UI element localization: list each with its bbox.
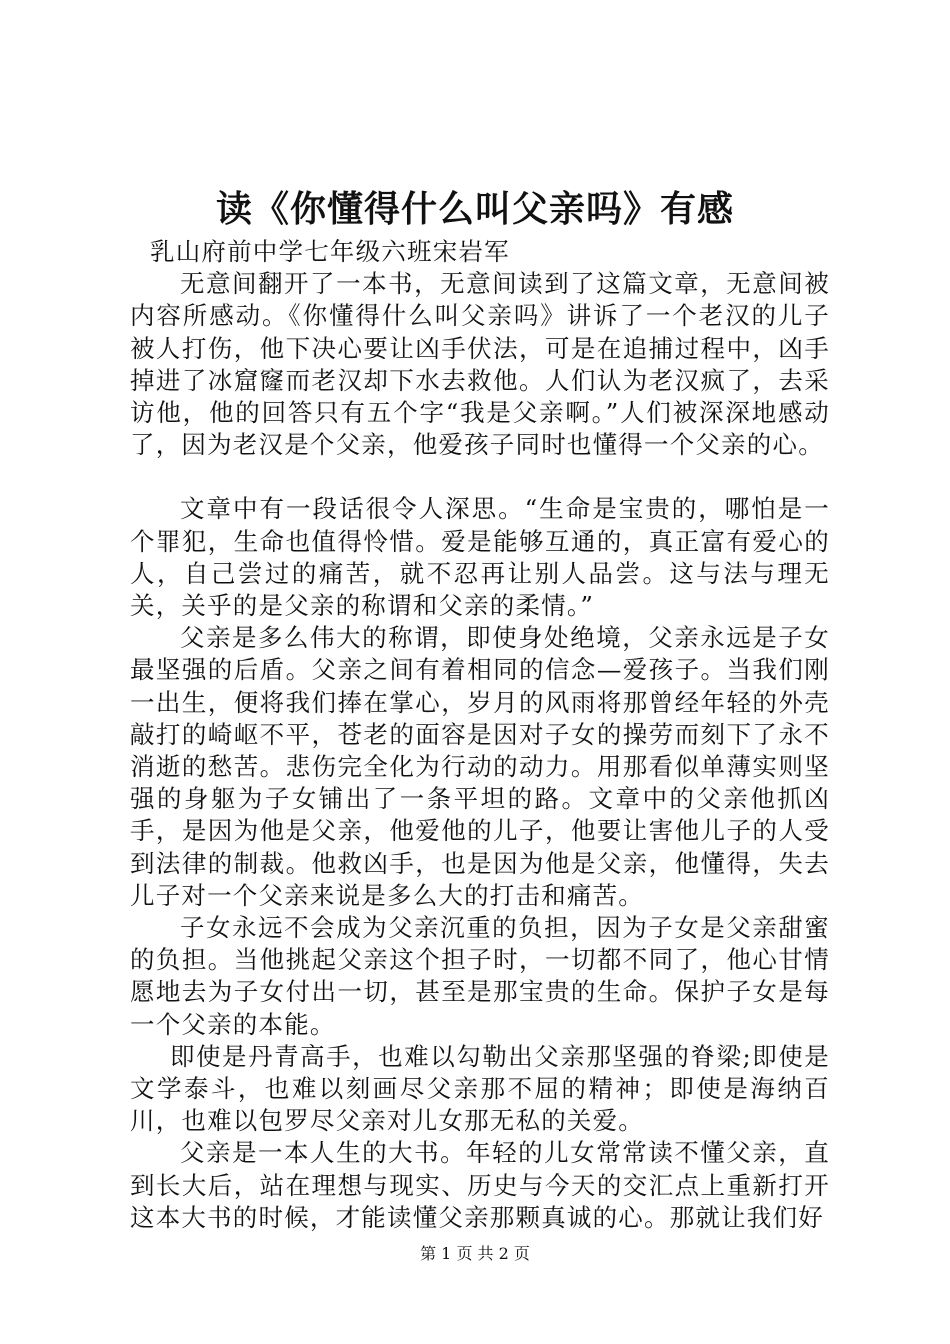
page-footer: 第 1 页 共 2 页 <box>420 1244 530 1263</box>
paragraph-2: 文章中有一段话很令人深思。“生命是宝贵的，哪怕是一个罪犯，生命也值得怜惜。爱是能够互通的，真正富有爱心的人，自己尝过的痛苦，就不忍再让别人品尝。这与法与理无关，关乎的是父亲的称谓和父亲的柔情。” <box>130 494 830 621</box>
author-byline: 乳山府前中学七年级六班宋岩军 <box>150 237 510 266</box>
document-body <box>130 236 830 1234</box>
paragraph-4: 子女永远不会成为父亲沉重的负担，因为子女是父亲甜蜜的负担。当他挑起父亲这个担子时，一切都不同了，他心甘情愿地去为子女付出一切，甚至是那宝贵的生命。保护子女是每一个父亲的本能。 <box>130 913 830 1039</box>
paragraph-1: 无意间翻开了一本书，无意间读到了这篇文章，无意间被内容所感动。《你懂得什么叫父亲吗》讲诉了一个老汉的儿子被人打伤，他下决心要让凶手伏法，可是在追捕过程中，凶手掉进了冰窟窿而老汉却下水去救他。人们认为老汉疯了，去采访他，他的回答只有五个字“我是父亲啊。”人们被深深地感动了，因为老汉是个父亲，他爱孩子同时也懂得一个父亲的心。 <box>130 269 830 460</box>
paragraph-3: 父亲是多么伟大的称谓，即使身处绝境，父亲永远是子女最坚强的后盾。父亲之间有着相同的信念—爱孩子。当我们刚一出生，便将我们捧在掌心，岁月的风雨将那曾经年轻的外壳敲打的崎岖不平，苍老的面容是因对子女的操劳而刻下了永不消逝的愁苦。悲伤完全化为行动的动力。用那看似单薄实则坚强的身躯为子女铺出了一条平坦的路。文章中的父亲他抓凶手，是因为他是父亲，他爱他的儿子，他要让害他儿子的人受到法律的制裁。他救凶手，也是因为他是父亲，他懂得，失去儿子对一个父亲来说是多么大的打击和痛苦。 <box>130 623 830 910</box>
paragraph-6: 父亲是一本人生的大书。年轻的儿女常常读不懂父亲，直到长大后，站在理想与现实、历史与今天的交汇点上重新打开这本大书的时候，才能读懂父亲那颗真诚的心。那就让我们好 <box>130 1138 830 1232</box>
document-title: 读《你懂得什么叫父亲吗》有感 <box>215 188 734 230</box>
paragraph-5: 即使是丹青高手，也难以勾勒出父亲那坚强的脊梁;即使是文学泰斗，也难以刻画尽父亲那不屈的精神；即使是海纳百川，也难以包罗尽父亲对儿女那无私的关爱。 <box>130 1041 830 1136</box>
